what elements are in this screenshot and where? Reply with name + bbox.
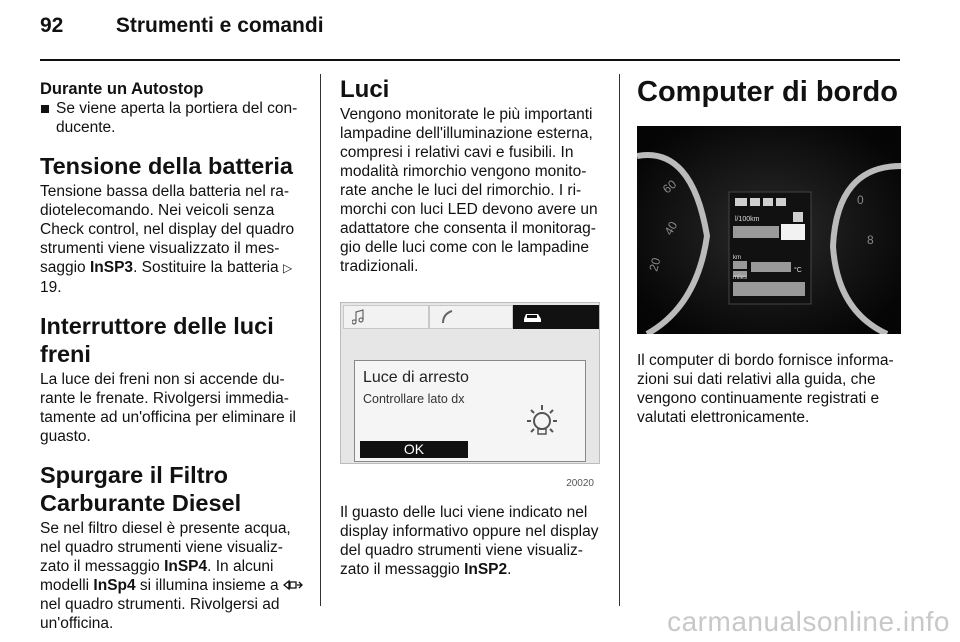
svg-text:40: 40 (661, 218, 681, 238)
cluster-miles-label: miles (733, 275, 748, 281)
column-2 (340, 75, 605, 276)
message-box (354, 360, 586, 462)
cluster-temp-label: °C (794, 267, 802, 274)
info-display-screen (340, 302, 600, 464)
drain-heading-line2: Carburante Diesel (40, 490, 242, 516)
drain-code-2: InSp4 (93, 577, 136, 594)
instrument-cluster-photo (637, 126, 901, 334)
message-subtitle: Controllare lato dx (363, 392, 465, 406)
drain-text (40, 519, 305, 633)
ok-button[interactable]: OK (360, 441, 468, 458)
trip-computer-heading: Computer di bordo (637, 76, 898, 108)
caption-code: InSP2 (464, 561, 508, 578)
column-divider-2 (619, 74, 620, 606)
header-rule (40, 59, 900, 61)
trip-computer-text: Il computer di bordo fornisce informa-zioni sui dati relativi alla guida, che vengono continuamente registrati e valutati elettronicamente. (637, 352, 894, 426)
message-title: Luce di arresto (363, 369, 469, 386)
battery-text-post: . Sostituire la batteria (133, 259, 283, 276)
autostop-bullet (40, 99, 305, 137)
battery-text-pre: Tensione bassa della batteria nel ra-diotelecomando. Nei veicoli senza Check control, nel display del quadro strumenti viene visualizzato il mes-saggio (40, 183, 295, 276)
column-divider-1 (320, 74, 321, 606)
car-icon (522, 310, 544, 324)
figure-number: 20020 (566, 478, 594, 489)
page-title: Strumenti e comandi (115, 14, 324, 37)
battery-code: InSP3 (89, 259, 134, 276)
svg-text:60: 60 (659, 176, 680, 197)
bullet-square-icon (41, 105, 49, 113)
svg-text:0: 0 (857, 193, 864, 207)
brake-text: La luce dei freni non si accende du-rante le frenate. Rivolgersi immedia-tamente ad un'officina per eliminare il guasto. (40, 371, 296, 445)
lights-caption (340, 503, 605, 579)
tab-audio[interactable] (343, 305, 429, 329)
svg-text:20: 20 (646, 256, 664, 273)
drain-text-1: Se nel filtro diesel è presente acqua, nel quadro strumenti viene visualiz-zato il messaggio (40, 520, 291, 575)
info-display-figure (340, 277, 602, 491)
battery-page-ref[interactable]: 19. (40, 279, 62, 296)
page-number: 92 (40, 14, 64, 37)
lights-heading: Luci (340, 76, 390, 103)
drain-heading-line1: Spurgare il Filtro (40, 462, 229, 488)
tab-phone[interactable] (429, 305, 513, 329)
column-1 (40, 75, 305, 633)
column-3 (637, 75, 905, 109)
svg-text:8: 8 (867, 233, 874, 247)
caption-pre: Il guasto delle luci viene indicato nel display informativo oppure nel display del quadro strumenti viene visualiz-zato il messaggio (340, 504, 599, 578)
drain-text-4: nel quadro strumenti. Rivolgersi ad un'officina. (40, 596, 280, 632)
phone-handset-icon (440, 309, 456, 325)
music-note-icon (352, 309, 366, 325)
battery-text (40, 182, 305, 297)
lights-text: Vengono monitorate le più importanti lampadine dell'illuminazione esterna, compresi i relativi cavi e fusibili. In modalità rimorchio vengono monito-rate anche le luci del rimorchio. I ri-morchi con luci LED devono avere un adattatore che consenta il monitorag-gio delle luci come con le lampadine tradizionali. (340, 106, 598, 275)
cluster-km-label: km (733, 255, 741, 261)
cluster-unit-label: l/100km (735, 216, 760, 223)
cluster-drawing (637, 126, 901, 334)
brake-heading: Interruttore delle luci freni (40, 313, 274, 367)
lights-caption-text (340, 503, 605, 579)
trip-computer-text-block (637, 351, 905, 427)
fuel-filter-icon (283, 579, 303, 591)
caption-post: . (507, 561, 512, 578)
page-header (40, 14, 324, 38)
battery-heading: Tensione della batteria (40, 153, 293, 179)
drain-text-2: . In alcuni modelli (40, 558, 274, 594)
arrow-reference-icon: ▷ (282, 261, 293, 275)
autostop-heading: Durante un Autostop (40, 80, 204, 98)
drain-code-1: InSP4 (164, 558, 208, 575)
autostop-bullet-text: Se viene aperta la portiera del con-ducente. (56, 100, 298, 136)
watermark: carmanualsonline.info (667, 606, 950, 637)
tab-vehicle[interactable] (513, 305, 599, 329)
light-bulb-icon (520, 401, 564, 445)
drain-text-3: si illumina insieme a (135, 577, 283, 594)
